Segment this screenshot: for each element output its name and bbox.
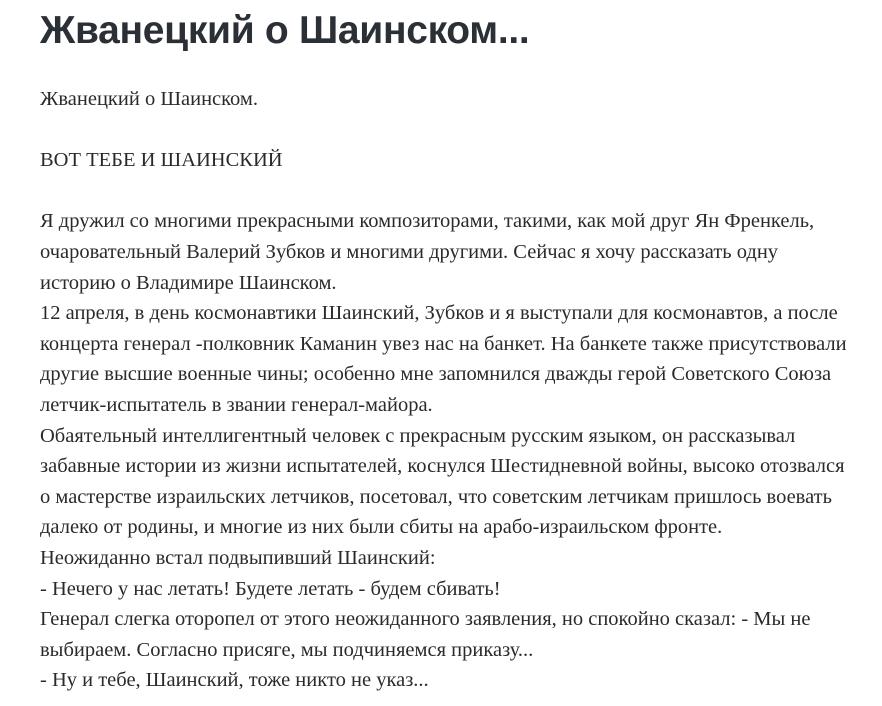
article-subtitle: Жванецкий о Шаинском. (40, 88, 259, 110)
spacer (40, 176, 855, 207)
article-body (40, 84, 855, 696)
spacer (40, 115, 855, 146)
article-title: Жванецкий о Шаинском... (40, 9, 530, 52)
paragraph-1: Я дружил со многими прекрасными композиторами, такими, как мой друг Ян Френкель, очаровательный Валерий Зубков и многими другими. Сейчас я хочу рассказать одну историю о Владимире Шаинском. (40, 210, 815, 294)
paragraph-4: Неожиданно встал подвыпивший Шаинский: (40, 546, 436, 569)
paragraph-2: 12 апреля, в день космонавтики Шаинский, Зубков и я выступали для космонавтов, а после концерта генерал -полковник Каманин увез нас на банкет. На банкете также присутствовали другие высшие военные чины; особенно мне запомнился дважды герой Советского Союза летчик-испытатель в звании генерал-майора. (40, 302, 847, 416)
paragraph-7: - Ну и тебе, Шаинский, тоже никто не указ... (40, 669, 429, 692)
paragraph-5: - Нечего у нас летать! Будете летать - будем сбивать! (40, 577, 501, 600)
article-heading: ВОТ ТЕБЕ И ШАИНСКИЙ (40, 149, 283, 172)
paragraph-6: Генерал слегка оторопел от этого неожиданного заявления, но спокойно сказал: - Мы не выбираем. Согласно присяге, мы подчиняемся приказу... (40, 608, 811, 661)
paragraph-3: Обаятельный интеллигентный человек с прекрасным русским языком, он рассказывал забавные истории из жизни испытателей, коснулся Шестидневной войны, высоко отозвался о мастерстве израильских летчиков, посетовал, что советским летчикам пришлось воевать далеко от родины, и многие из них были сбиты на арабо-израильском фронте. (40, 424, 845, 539)
